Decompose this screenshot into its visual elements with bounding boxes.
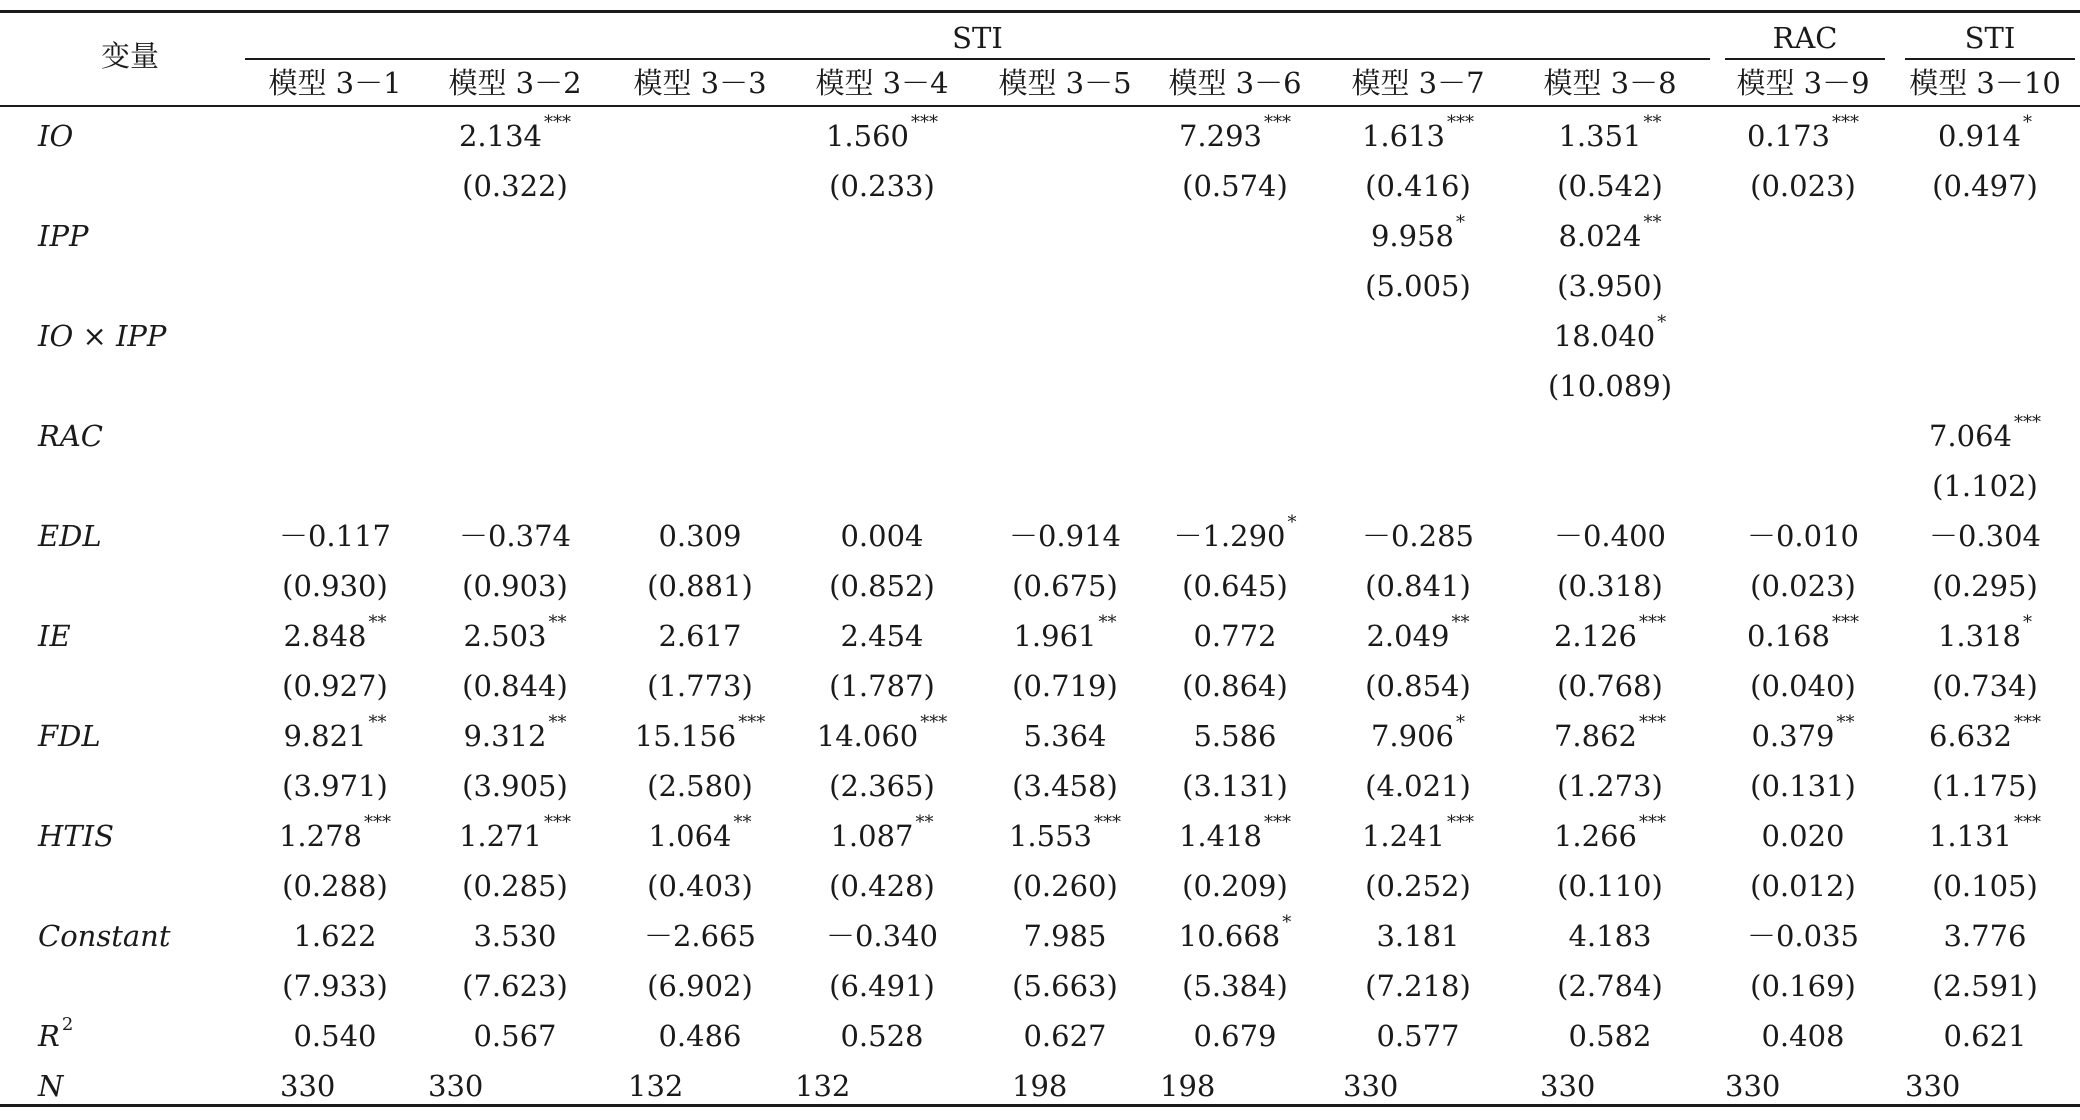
std-error-cell: (2.591) xyxy=(1932,969,2038,1003)
coefficient-cell xyxy=(1895,412,2075,453)
std-error-cell: (6.491) xyxy=(829,969,935,1003)
model-header: 模型 3－2 xyxy=(448,66,582,100)
std-error-cell: (4.021) xyxy=(1365,769,1471,803)
coefficient-value: 0.173 xyxy=(1746,119,1831,153)
variable-column-header: 变量 xyxy=(100,39,159,73)
n-label: N xyxy=(38,1069,64,1103)
std-error-cell: (2.784) xyxy=(1557,969,1663,1003)
significance-stars: ** xyxy=(1451,612,1470,633)
n-value: 330 xyxy=(428,1069,484,1103)
std-error-cell: (0.930) xyxy=(282,569,388,603)
coefficient-cell xyxy=(1895,112,2075,153)
coefficient-value: 3.530 xyxy=(473,919,557,953)
coefficient-value: 3.181 xyxy=(1376,919,1460,953)
n-value: 132 xyxy=(795,1069,851,1103)
coefficient-value: 6.632 xyxy=(1928,719,2013,753)
model-header: 模型 3－8 xyxy=(1543,66,1677,100)
coefficient-value: 9.821 xyxy=(283,719,367,753)
std-error-cell: (1.773) xyxy=(647,669,753,703)
coefficient-value: 1.131 xyxy=(1928,819,2013,853)
coefficient-cell xyxy=(610,712,790,753)
coefficient-cell xyxy=(1145,112,1325,153)
group-header-sti-2: STI xyxy=(1964,21,2016,55)
coefficient-cell xyxy=(425,112,605,153)
variable-label: IPP xyxy=(38,219,89,253)
std-error-cell: (0.852) xyxy=(829,569,935,603)
coefficient-value: 1.278 xyxy=(278,819,363,853)
coefficient-cell xyxy=(1145,912,1325,953)
std-error-cell: (0.233) xyxy=(829,169,935,203)
coefficient-cell xyxy=(245,812,425,853)
coefficient-cell xyxy=(610,619,790,653)
coefficient-value: －0.010 xyxy=(1746,519,1860,553)
significance-stars: * xyxy=(1456,212,1466,233)
coefficient-cell xyxy=(425,612,605,653)
coefficient-cell xyxy=(1895,812,2075,853)
r-squared-value: 0.486 xyxy=(658,1019,742,1053)
std-error-cell: (0.023) xyxy=(1750,169,1856,203)
group-underline-sti xyxy=(245,58,1710,60)
coefficient-value: 1.961 xyxy=(1013,619,1097,653)
coefficient-cell xyxy=(1520,212,1700,253)
significance-stars: * xyxy=(1287,512,1297,533)
r-squared-value: 0.408 xyxy=(1761,1019,1845,1053)
coefficient-cell xyxy=(1713,919,1893,953)
significance-stars: *** xyxy=(920,712,948,733)
std-error-cell: (6.902) xyxy=(647,969,753,1003)
coefficient-cell xyxy=(792,519,972,553)
model-header: 模型 3－4 xyxy=(815,66,949,100)
coefficient-cell xyxy=(1520,312,1700,353)
variable-label: EDL xyxy=(38,519,102,553)
std-error-cell: (0.497) xyxy=(1932,169,2038,203)
coefficient-cell xyxy=(975,812,1155,853)
n-value: 198 xyxy=(1160,1069,1216,1103)
coefficient-cell xyxy=(1328,612,1508,653)
coefficient-value: 1.064 xyxy=(648,819,732,853)
top-rule xyxy=(0,10,2080,13)
coefficient-cell xyxy=(425,712,605,753)
coefficient-cell xyxy=(1328,212,1508,253)
model-header: 模型 3－3 xyxy=(633,66,767,100)
coefficient-value: 2.454 xyxy=(840,619,924,653)
coefficient-cell xyxy=(1895,612,2075,653)
significance-stars: ** xyxy=(368,612,387,633)
std-error-cell: (0.574) xyxy=(1182,169,1288,203)
std-error-cell: (0.131) xyxy=(1750,769,1856,803)
coefficient-value: －0.340 xyxy=(825,919,939,953)
coefficient-value: 7.906 xyxy=(1370,719,1455,753)
coefficient-value: －0.304 xyxy=(1928,519,2042,553)
std-error-cell: (1.787) xyxy=(829,669,935,703)
coefficient-cell xyxy=(1895,919,2075,953)
std-error-cell: (0.927) xyxy=(282,669,388,703)
std-error-cell: (0.403) xyxy=(647,869,753,903)
coefficient-cell xyxy=(1145,512,1325,553)
coefficient-value: 10.668 xyxy=(1178,919,1281,953)
r-squared-exponent: 2 xyxy=(61,1014,74,1035)
significance-stars: *** xyxy=(1639,812,1667,833)
coefficient-value: 2.848 xyxy=(283,619,367,653)
variable-label: IO xyxy=(38,119,74,153)
coefficient-cell xyxy=(792,619,972,653)
coefficient-cell xyxy=(245,919,425,953)
significance-stars: ** xyxy=(548,612,567,633)
coefficient-value: 1.241 xyxy=(1361,819,1446,853)
std-error-cell: (3.950) xyxy=(1557,269,1663,303)
std-error-cell: (0.734) xyxy=(1932,669,2038,703)
coefficient-value: 1.622 xyxy=(293,919,377,953)
std-error-cell: (0.428) xyxy=(829,869,935,903)
std-error-cell: (1.175) xyxy=(1932,769,2038,803)
coefficient-value: －1.290 xyxy=(1173,519,1286,553)
coefficient-cell xyxy=(1520,919,1700,953)
bottom-rule xyxy=(0,1104,2080,1107)
coefficient-cell xyxy=(1520,812,1700,853)
significance-stars: * xyxy=(2023,612,2033,633)
model-header: 模型 3－7 xyxy=(1351,66,1485,100)
coefficient-value: 0.914 xyxy=(1937,119,2022,153)
std-error-cell: (2.580) xyxy=(647,769,753,803)
std-error-cell: (0.903) xyxy=(462,569,568,603)
coefficient-value: 7.293 xyxy=(1178,119,1263,153)
significance-stars: ** xyxy=(1098,612,1117,633)
significance-stars: *** xyxy=(1832,112,1860,133)
r-squared-label xyxy=(38,1014,238,1053)
coefficient-value: 0.004 xyxy=(840,519,924,553)
std-error-cell: (3.905) xyxy=(462,769,568,803)
coefficient-value: 18.040 xyxy=(1553,319,1656,353)
std-error-cell: (0.322) xyxy=(462,169,568,203)
r-squared-value: 0.540 xyxy=(293,1019,377,1053)
std-error-cell: (0.719) xyxy=(1012,669,1118,703)
coefficient-value: 1.087 xyxy=(830,819,914,853)
coefficient-value: 2.049 xyxy=(1366,619,1450,653)
significance-stars: *** xyxy=(1832,612,1860,633)
coefficient-value: －0.117 xyxy=(278,519,392,553)
std-error-cell: (0.675) xyxy=(1012,569,1118,603)
significance-stars: * xyxy=(2023,112,2033,133)
model-header: 模型 3－10 xyxy=(1909,66,2061,100)
std-error-cell: (5.384) xyxy=(1182,969,1288,1003)
std-error-cell: (3.971) xyxy=(282,769,388,803)
std-error-cell: (0.844) xyxy=(462,669,568,703)
coefficient-value: 0.309 xyxy=(658,519,742,553)
std-error-cell: (10.089) xyxy=(1547,369,1673,403)
std-error-cell: (7.933) xyxy=(282,969,388,1003)
coefficient-cell xyxy=(1520,612,1700,653)
significance-stars: *** xyxy=(1639,612,1667,633)
coefficient-cell xyxy=(1328,112,1508,153)
coefficient-cell xyxy=(1328,919,1508,953)
coefficient-value: 0.168 xyxy=(1746,619,1831,653)
std-error-cell: (0.252) xyxy=(1365,869,1471,903)
variable-label: Constant xyxy=(38,919,171,953)
coefficient-cell xyxy=(610,919,790,953)
coefficient-cell xyxy=(975,612,1155,653)
coefficient-value: 1.560 xyxy=(825,119,910,153)
significance-stars: *** xyxy=(911,112,939,133)
coefficient-cell xyxy=(1713,819,1893,853)
coefficient-value: 1.318 xyxy=(1937,619,2022,653)
coefficient-value: 1.271 xyxy=(458,819,543,853)
r-squared-letter: R xyxy=(38,1019,60,1053)
coefficient-value: 0.379 xyxy=(1751,719,1835,753)
coefficient-value: 1.418 xyxy=(1178,819,1263,853)
std-error-cell: (0.110) xyxy=(1557,869,1663,903)
coefficient-cell xyxy=(1328,519,1508,553)
coefficient-value: 5.364 xyxy=(1023,719,1107,753)
significance-stars: *** xyxy=(1264,812,1292,833)
std-error-cell: (0.012) xyxy=(1750,869,1856,903)
variable-label: IO × IPP xyxy=(38,319,167,353)
std-error-cell: (0.260) xyxy=(1012,869,1118,903)
variable-label: IE xyxy=(38,619,71,653)
n-value: 330 xyxy=(1540,1069,1596,1103)
significance-stars: ** xyxy=(1643,212,1662,233)
variable-label: RAC xyxy=(38,419,103,453)
coefficient-cell xyxy=(245,712,425,753)
std-error-cell: (0.416) xyxy=(1365,169,1471,203)
coefficient-cell xyxy=(792,812,972,853)
std-error-cell: (0.023) xyxy=(1750,569,1856,603)
coefficient-cell xyxy=(1713,519,1893,553)
r-squared-value: 0.577 xyxy=(1376,1019,1460,1053)
coefficient-value: －0.400 xyxy=(1553,519,1667,553)
std-error-cell: (7.623) xyxy=(462,969,568,1003)
std-error-cell: (5.663) xyxy=(1012,969,1118,1003)
coefficient-value: －0.914 xyxy=(1008,519,1122,553)
header-rule xyxy=(0,105,2080,107)
coefficient-value: －0.035 xyxy=(1746,919,1860,953)
significance-stars: *** xyxy=(1094,812,1122,833)
model-header: 模型 3－6 xyxy=(1168,66,1302,100)
coefficient-cell xyxy=(1328,712,1508,753)
significance-stars: *** xyxy=(738,712,766,733)
std-error-cell: (1.102) xyxy=(1932,469,2038,503)
coefficient-cell xyxy=(1520,712,1700,753)
r-squared-value: 0.567 xyxy=(473,1019,557,1053)
coefficient-value: 9.958 xyxy=(1370,219,1455,253)
coefficient-value: 4.183 xyxy=(1568,919,1652,953)
coefficient-value: 2.134 xyxy=(458,119,543,153)
coefficient-cell xyxy=(1520,112,1700,153)
std-error-cell: (0.645) xyxy=(1182,569,1288,603)
coefficient-value: 5.586 xyxy=(1193,719,1277,753)
coefficient-cell xyxy=(1145,619,1325,653)
coefficient-value: 1.351 xyxy=(1558,119,1642,153)
coefficient-value: －0.374 xyxy=(458,519,572,553)
std-error-cell: (0.285) xyxy=(462,869,568,903)
coefficient-value: －2.665 xyxy=(643,919,757,953)
significance-stars: ** xyxy=(733,812,752,833)
std-error-cell: (0.105) xyxy=(1932,869,2038,903)
variable-label: FDL xyxy=(38,719,101,753)
significance-stars: ** xyxy=(1836,712,1855,733)
std-error-cell: (0.288) xyxy=(282,869,388,903)
coefficient-cell xyxy=(792,712,972,753)
std-error-cell: (0.040) xyxy=(1750,669,1856,703)
std-error-cell: (0.881) xyxy=(647,569,753,603)
significance-stars: * xyxy=(1456,712,1466,733)
coefficient-cell xyxy=(425,812,605,853)
std-error-cell: (0.318) xyxy=(1557,569,1663,603)
significance-stars: *** xyxy=(1447,812,1475,833)
std-error-cell: (3.458) xyxy=(1012,769,1118,803)
coefficient-value: 0.020 xyxy=(1761,819,1845,853)
coefficient-cell xyxy=(425,519,605,553)
group-underline-rac xyxy=(1725,58,1885,60)
coefficient-cell xyxy=(1713,112,1893,153)
coefficient-cell xyxy=(245,519,425,553)
coefficient-value: 2.126 xyxy=(1553,619,1638,653)
coefficient-value: 9.312 xyxy=(463,719,547,753)
std-error-cell: (0.768) xyxy=(1557,669,1663,703)
std-error-cell: (0.542) xyxy=(1557,169,1663,203)
coefficient-value: 7.862 xyxy=(1553,719,1638,753)
std-error-cell: (5.005) xyxy=(1365,269,1471,303)
r-squared-value: 0.627 xyxy=(1023,1019,1107,1053)
coefficient-value: 7.985 xyxy=(1023,919,1107,953)
n-value: 198 xyxy=(1012,1069,1068,1103)
coefficient-cell xyxy=(1895,519,2075,553)
std-error-cell: (7.218) xyxy=(1365,969,1471,1003)
n-value: 330 xyxy=(1343,1069,1399,1103)
std-error-cell: (0.864) xyxy=(1182,669,1288,703)
coefficient-value: 1.613 xyxy=(1361,119,1446,153)
n-value: 132 xyxy=(628,1069,684,1103)
r-squared-value: 0.582 xyxy=(1568,1019,1652,1053)
group-header-rac: RAC xyxy=(1772,21,1838,55)
coefficient-cell xyxy=(1713,612,1893,653)
coefficient-value: 8.024 xyxy=(1558,219,1642,253)
significance-stars: ** xyxy=(548,712,567,733)
coefficient-value: －0.285 xyxy=(1361,519,1475,553)
coefficient-cell xyxy=(610,519,790,553)
n-value: 330 xyxy=(1905,1069,1961,1103)
model-header: 模型 3－1 xyxy=(268,66,402,100)
coefficient-cell xyxy=(1520,519,1700,553)
coefficient-value: 15.156 xyxy=(634,719,737,753)
std-error-cell: (0.209) xyxy=(1182,869,1288,903)
coefficient-cell xyxy=(975,519,1155,553)
significance-stars: ** xyxy=(368,712,387,733)
significance-stars: *** xyxy=(544,812,572,833)
significance-stars: *** xyxy=(1264,112,1292,133)
coefficient-cell xyxy=(975,719,1155,753)
n-value: 330 xyxy=(280,1069,336,1103)
coefficient-value: 1.266 xyxy=(1553,819,1638,853)
std-error-cell: (0.854) xyxy=(1365,669,1471,703)
significance-stars: * xyxy=(1657,312,1667,333)
coefficient-cell xyxy=(1713,712,1893,753)
coefficient-value: 2.617 xyxy=(658,619,742,653)
coefficient-value: 3.776 xyxy=(1943,919,2027,953)
significance-stars: ** xyxy=(915,812,934,833)
coefficient-cell xyxy=(975,919,1155,953)
coefficient-value: 0.772 xyxy=(1193,619,1277,653)
std-error-cell: (0.169) xyxy=(1750,969,1856,1003)
coefficient-cell xyxy=(1145,812,1325,853)
significance-stars: *** xyxy=(544,112,572,133)
std-error-cell: (3.131) xyxy=(1182,769,1288,803)
variable-label: HTIS xyxy=(38,819,114,853)
coefficient-cell xyxy=(1895,712,2075,753)
coefficient-cell xyxy=(792,112,972,153)
significance-stars: *** xyxy=(2014,712,2042,733)
significance-stars: ** xyxy=(1643,112,1662,133)
coefficient-cell xyxy=(1328,812,1508,853)
significance-stars: *** xyxy=(2014,412,2042,433)
coefficient-cell xyxy=(425,919,605,953)
coefficient-cell xyxy=(610,812,790,853)
std-error-cell: (0.295) xyxy=(1932,569,2038,603)
group-underline-sti-2 xyxy=(1905,58,2075,60)
model-header: 模型 3－5 xyxy=(998,66,1132,100)
significance-stars: *** xyxy=(2014,812,2042,833)
significance-stars: *** xyxy=(1639,712,1667,733)
model-header: 模型 3－9 xyxy=(1736,66,1870,100)
std-error-cell: (1.273) xyxy=(1557,769,1663,803)
std-error-cell: (0.841) xyxy=(1365,569,1471,603)
group-header-sti: STI xyxy=(952,21,1003,55)
coefficient-value: 2.503 xyxy=(463,619,547,653)
n-value: 330 xyxy=(1725,1069,1781,1103)
r-squared-value: 0.621 xyxy=(1943,1019,2027,1053)
r-squared-value: 0.528 xyxy=(840,1019,924,1053)
std-error-cell: (2.365) xyxy=(829,769,935,803)
coefficient-value: 14.060 xyxy=(816,719,919,753)
coefficient-value: 7.064 xyxy=(1928,419,2013,453)
coefficient-cell xyxy=(1145,719,1325,753)
significance-stars: *** xyxy=(1447,112,1475,133)
significance-stars: * xyxy=(1282,912,1292,933)
coefficient-cell xyxy=(245,612,425,653)
r-squared-value: 0.679 xyxy=(1193,1019,1277,1053)
coefficient-cell xyxy=(792,919,972,953)
coefficient-value: 1.553 xyxy=(1008,819,1093,853)
significance-stars: *** xyxy=(364,812,392,833)
